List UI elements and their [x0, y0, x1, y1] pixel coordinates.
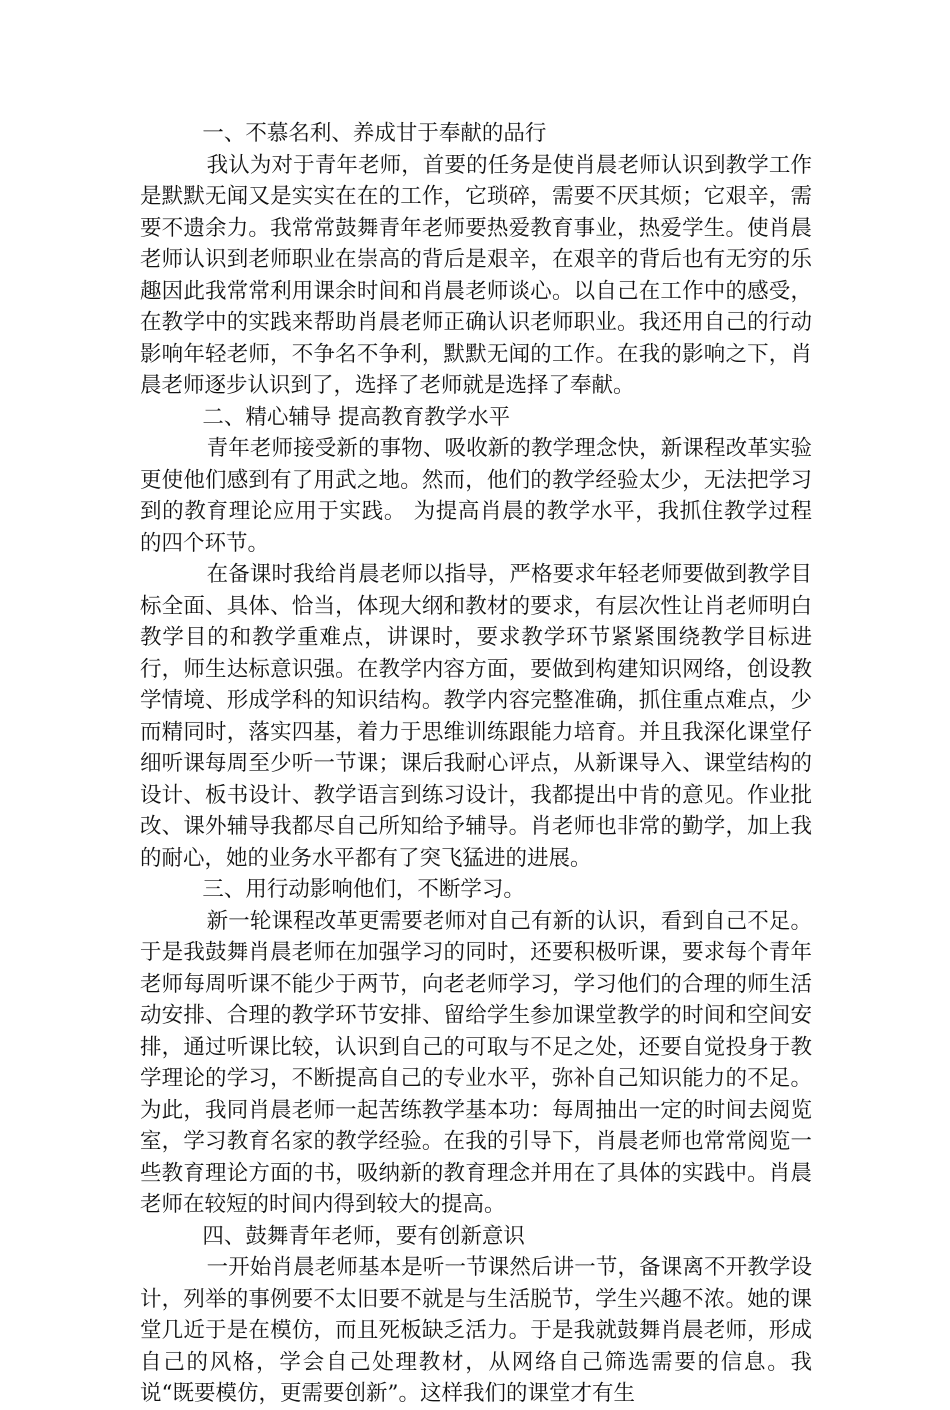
document-body	[140, 118, 812, 1410]
paragraph-1: 我认为对于青年老师，首要的任务是使肖晨老师认识到教学工作是默默无闻又是实实在在的工作，它琐碎，需要不厌其烦；它艰辛，需要不遗余力。我常常鼓舞青年老师要热爱教育事业，热爱学生。使肖晨老师认识到老师职业在崇高的背后是艰辛，在艰辛的背后也有无穷的乐趣因此我常常利用课余时间和肖晨老师谈心。以自己在工作中的感受，在教学中的实践来帮助肖晨老师正确认识老师职业。我还用自己的行动影响年轻老师，不争名不争利，默默无闻的工作。在我的影响之下，肖晨老师逐步认识到了，选择了老师就是选择了奉献。	[140, 152, 812, 398]
paragraph-3: 在备课时我给肖晨老师以指导，严格要求年轻老师要做到教学目标全面、具体、恰当，体现大纲和教材的要求，有层次性让肖老师明白教学目的和教学重难点，讲课时，要求教学环节紧紧围绕教学目标进行，师生达标意识强。在教学内容方面，要做到构建知识网络，创设教学情境、形成学科的知识结构。教学内容完整准确，抓住重点难点，少而精同时，落实四基，着力于思维训练跟能力培育。并且我深化课堂仔细听课每周至少听一节课；课后我耐心评点，从新课导入、课堂结构的设计、板书设计、教学语言到练习设计，我都提出中肯的意见。作业批改、课外辅导我都尽自己所知给予辅导。肖老师也非常的勤学，加上我的耐心，她的业务水平都有了突飞猛进的进展。	[140, 562, 812, 871]
section-heading-3: 三、用行动影响他们，不断学习。	[202, 877, 525, 902]
paragraph-5: 一开始肖晨老师基本是听一节课然后讲一节，备课离不开教学设计，列举的事例要不太旧要不就是与生活脱节，学生兴趣不浓。她的课堂几近于是在模仿，而且死板缺乏活力。于是我就鼓舞肖晨老师，形成自己的风格，学会自己处理教材，从网络自己筛选需要的信息。我说“既要模仿，更需要创新”。这样我们的课堂才有生	[140, 1255, 812, 1406]
paragraph-2: 青年老师接受新的事物、吸收新的教学理念快，新课程改革实验更使他们感到有了用武之地。然而，他们的教学经验太少，无法把学习到的教育理论应用于实践。 为提高肖晨的教学水平，我抓住教学过程的四个环节。	[140, 436, 812, 556]
section-heading-1: 一、不慕名利、养成甘于奉献的品行	[202, 121, 547, 146]
section-heading-4: 四、鼓舞青年老师，要有创新意识	[202, 1223, 525, 1249]
section-heading-2: 二、精心辅导 提高教育教学水平	[202, 404, 511, 430]
paragraph-4: 新一轮课程改革更需要老师对自己有新的认识，看到自己不足。于是我鼓舞肖晨老师在加强学习的同时，还要积极听课，要求每个青年老师每周听课不能少于两节，向老老师学习，学习他们的合理的师生活动安排、合理的教学环节安排、留给学生参加课堂教学的时间和空间安排，通过听课比较，认识到自己的可取与不足之处，还要自觉投身于教学理论的学习，不断提高自己的专业水平，弥补自己知识能力的不足。为此，我同肖晨老师一起苦练教学基本功：每周抽出一定的时间去阅览室，学习教育名家的教学经验。在我的引导下，肖晨老师也常常阅览一些教育理论方面的书，吸纳新的教育理念并用在了具体的实践中。肖晨老师在较短的时间内得到较大的提高。	[140, 908, 812, 1217]
